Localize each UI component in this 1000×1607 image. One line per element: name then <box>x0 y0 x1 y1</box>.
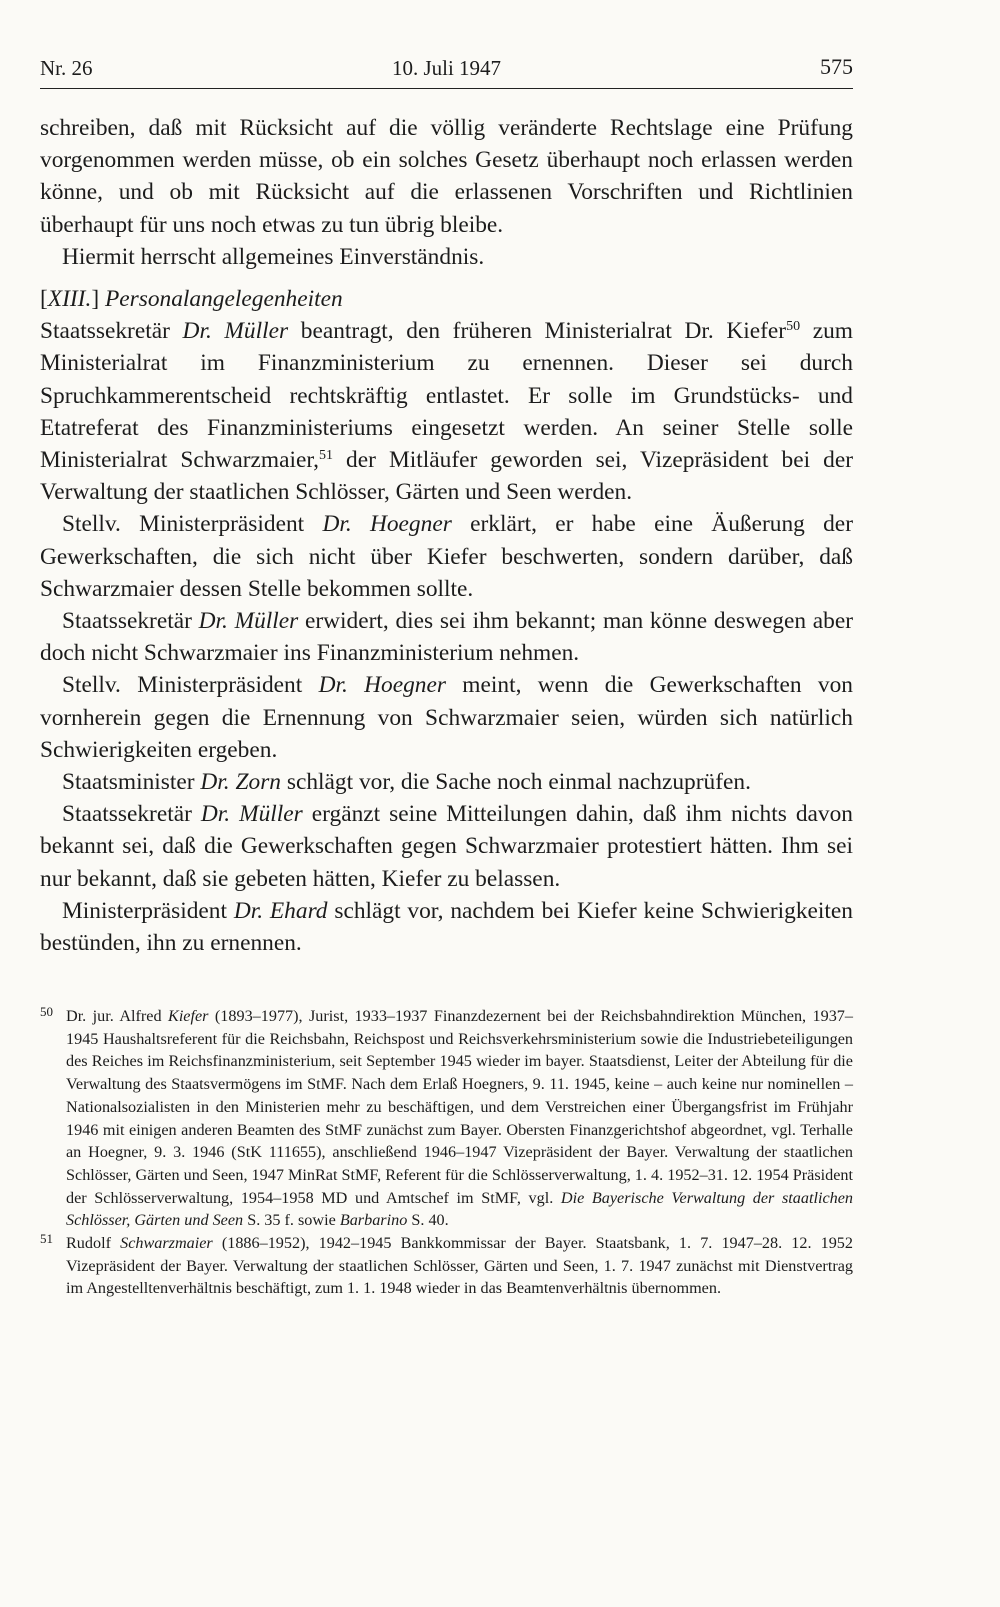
bracket-text: ] <box>91 286 105 313</box>
text-run: der Mitläufer geworden sei, Vizepräsident bei der Verwaltung der staatlichen Schlösser, Gärten und Seen werden. <box>40 447 853 506</box>
text-run: S. 40. <box>407 1211 449 1230</box>
text-run: schreiben, daß mit Rücksicht auf die völlig veränderte Rechtslage eine Prüfung vorgenommen werden müsse, ob ein solches Gesetz überhaupt noch erlassen werden könne, und ob mit Rücksicht auf die erlassenen Vorschriften und Richtlinien überhaupt für uns noch etwas zu tun übrig bleibe. <box>40 115 853 238</box>
text-run: Stellv. Ministerpräsident <box>62 511 323 538</box>
text-run: Staatsminister <box>62 769 201 796</box>
text-run: S. 35 f. sowie <box>243 1211 340 1230</box>
footnote-number: 50 <box>40 1004 53 1019</box>
text-run: beantragt, den früheren Ministerialrat Dr. Kiefer <box>288 318 787 345</box>
text-run: Staatssekretär <box>62 801 201 828</box>
text-run: meint, wenn die Gewerkschaften von vornherein gegen die Ernennung von Schwarzmaier seien, würden sich natürlich Schwierigkeiten ergeben. <box>40 672 853 763</box>
italic-text: Barbarino <box>339 1211 408 1230</box>
page-number: 575 <box>820 54 853 79</box>
footnote-reference: 50 <box>786 319 801 335</box>
footnote-reference: 51 <box>319 448 334 464</box>
bracket-text: [ <box>40 286 48 313</box>
italic-text: Die Bayerische Verwaltung der staatlichen Schlösser, Gärten und Seen <box>66 1188 854 1230</box>
section-gap <box>40 273 853 283</box>
italic-text: Dr. Müller <box>182 318 289 345</box>
paragraph <box>40 112 853 241</box>
issue-number: Nr. 26 <box>40 56 93 80</box>
paragraph <box>40 895 853 959</box>
paragraph <box>40 508 853 605</box>
section-heading <box>40 283 853 315</box>
paragraph <box>40 766 853 798</box>
text-run: erklärt, er habe eine Äußerung der Gewerkschaften, die sich nicht über Kiefer beschwerten, sondern darüber, daß Schwarzmaier dessen Stelle bekommen sollte. <box>40 511 853 602</box>
text-run: XIII. <box>47 286 92 313</box>
text-run: (1893–1977), Jurist, 1933–1937 Finanzdezernent bei der Reichsbahndirektion München, 1937–1945 Haushaltsreferent für die Reichsbahn, Reichspost und Reichsverkehrsministerium sowie die Industriebeteiligungen des Reiches im Reichsfinanzministerium, seit September 1945 wieder im bayer. Staatsdienst, Leiter der Abteilung für die Verwaltung des Staatsvermögens im StMF. Nach dem Erlaß Hoegners, 9. 11. 1945, keine – auch keine nur nominellen – Nationalsozialisten in den Ministerien mehr zu beschäftigen, und dem Verstreichen einer Übergangsfrist im Frühjahr 1946 mit einigen anderen Beamten des StMF zunächst zum Bayer. Obersten Finanzgerichtshof abgeordnet, vgl. Terhalle an Hoegner, 9. 3. 1946 (StK 111655), anschließend 1946–1947 Vizepräsident der Bayer. Verwaltung der staatlichen Schlösser, Gärten und Seen, 1947 MinRat StMF, Referent für die Schlösserverwaltung, 1. 4. 1952–31. 12. 1954 Präsident der Schlösserverwaltung, 1954–1958 MD und Amtschef im StMF, vgl. <box>66 1007 853 1207</box>
italic-text: Dr. Müller <box>200 801 303 828</box>
footnotes <box>40 1005 853 1300</box>
italic-text: Kiefer <box>168 1007 209 1025</box>
text-run: Dr. jur. Alfred <box>66 1007 169 1025</box>
text-run: Stellv. Ministerpräsident <box>62 672 319 699</box>
text-run: Hiermit herrscht allgemeines Einverständnis. <box>62 243 485 270</box>
main-text <box>40 112 853 959</box>
italic-text: Schwarzmaier <box>120 1234 213 1253</box>
footnote <box>40 1005 853 1232</box>
text-run: schlägt vor, die Sache noch einmal nachzuprüfen. <box>281 769 751 796</box>
text-run: (1886–1952), 1942–1945 Bankkommissar der Bayer. Staatsbank, 1. 7. 1947–28. 12. 1952 Vizepräsident der Bayer. Verwaltung der staatlichen Schlösser, Gärten und Seen, 1. 7. 1947 zunächst mit Dienstvertrag im Angestelltenverhältnis beschäftigt, zum 1. 1. 1948 wieder in das Beamtenverhältnis übernommen. <box>66 1234 853 1298</box>
text-run: schlägt vor, nachdem bei Kiefer keine Schwierigkeiten bestünden, ihn zu ernennen. <box>40 897 853 957</box>
italic-text: Dr. Hoegner <box>318 672 446 699</box>
header-date: 10. Juli 1947 <box>391 56 502 80</box>
italic-text: Dr. Müller <box>198 608 299 635</box>
italic-text: Dr. Zorn <box>200 769 281 796</box>
paragraph <box>40 605 853 669</box>
italic-text: Dr. Ehard <box>233 897 328 924</box>
text-run: Ministerpräsident <box>62 897 234 924</box>
paragraph <box>40 798 853 895</box>
text-run: Staatssekretär <box>62 608 199 635</box>
text-run: Rudolf <box>66 1234 121 1253</box>
text-run: erwidert, dies sei ihm bekannt; man könne deswegen aber doch nicht Schwarzmaier ins Finanzministerium nehmen. <box>40 608 854 667</box>
footnote-number: 51 <box>40 1231 53 1247</box>
running-header <box>40 52 853 89</box>
text-run: Staatssekretär <box>40 318 183 345</box>
footnote <box>40 1232 853 1300</box>
paragraph <box>40 241 853 273</box>
paragraph <box>40 315 853 508</box>
paragraph <box>40 669 853 766</box>
text-run: zum Ministerialrat im Finanzministerium zu ernennen. Dieser sei durch Spruchkammerentscheid rechtskräftig entlastet. Er solle im Grundstücks- und Etatreferat des Finanzministeriums eingesetzt werden. An seiner Stelle solle Ministerialrat Schwarzmaier, <box>40 318 854 474</box>
italic-text: Dr. Hoegner <box>322 511 452 538</box>
text-run: ergänzt seine Mitteilungen dahin, daß ihm nichts davon bekannt sei, daß die Gewerkschaften gegen Schwarzmaier protestiert hätten. Ihm sei nur bekannt, daß sie gebeten hätten, Kiefer zu belassen. <box>40 801 853 892</box>
text-run: Personalangelegenheiten <box>104 286 343 313</box>
